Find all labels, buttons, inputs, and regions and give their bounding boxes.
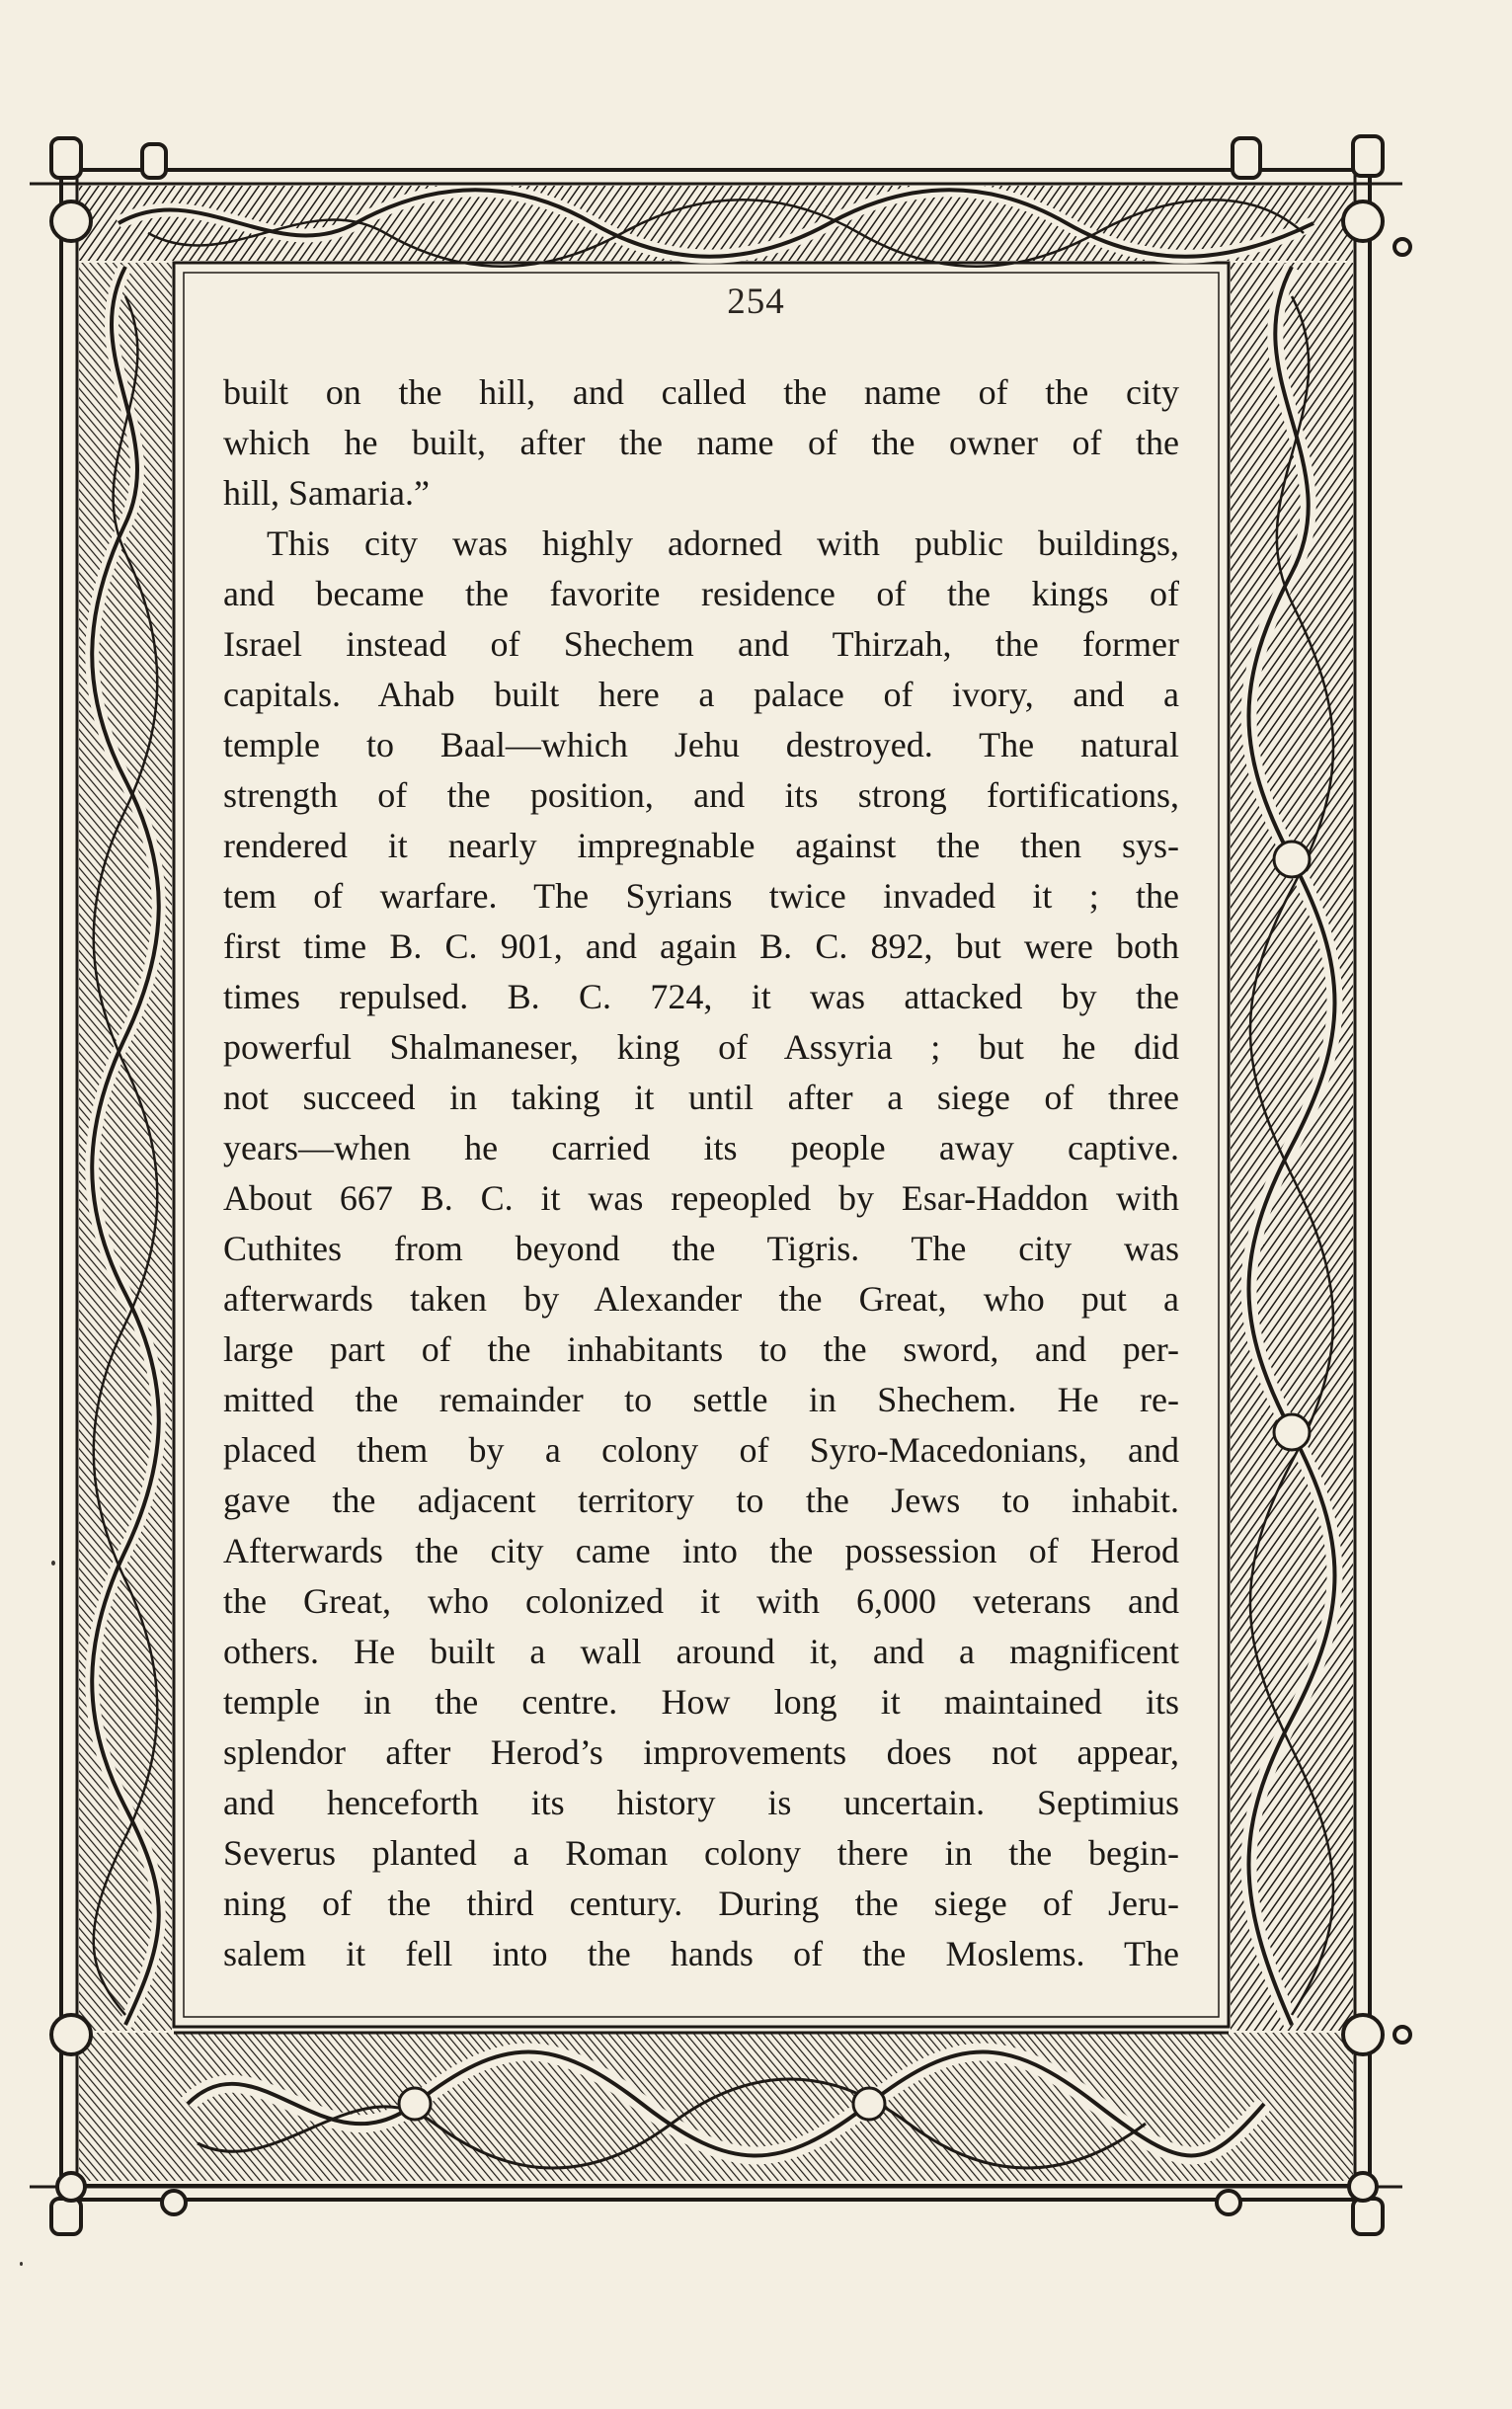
text-line: years—when he carried its people away captive. — [223, 1128, 1179, 1167]
text-line: rendered it nearly impregnable against the then sys- — [223, 826, 1179, 865]
text-line: salem it fell into the hands of the Moslems. The — [223, 1934, 1179, 1973]
text-line: splendor after Herod’s improvements does not appear, — [223, 1732, 1179, 1772]
text-line: and henceforth its history is uncertain. Septimius — [223, 1783, 1179, 1822]
text-line: temple in the centre. How long it maintained its — [223, 1682, 1179, 1722]
ink-speck — [20, 2262, 23, 2266]
text-line: Afterwards the city came into the possession of Herod — [223, 1531, 1179, 1570]
text-line: Israel instead of Shechem and Thirzah, the former — [223, 624, 1179, 664]
text-line: hill, Samaria.” — [223, 473, 430, 513]
text-line: strength of the position, and its strong fortifications, — [223, 775, 1179, 815]
text-line: which he built, after the name of the owner of the — [223, 423, 1179, 462]
text-line: capitals. Ahab built here a palace of ivory, and a — [223, 675, 1179, 714]
text-line: times repulsed. B. C. 724, it was attacked by the — [223, 977, 1179, 1016]
text-line: About 667 B. C. it was repeopled by Esar-Haddon with — [223, 1178, 1179, 1218]
bottom-ornament-band — [79, 2033, 1353, 2181]
left-ornament-column — [79, 263, 172, 2031]
text-line: powerful Shalmaneser, king of Assyria ; but he did — [223, 1027, 1179, 1067]
text-line: ning of the third century. During the siege of Jeru- — [223, 1884, 1179, 1923]
text-line: tem of warfare. The Syrians twice invaded it ; the — [223, 876, 1179, 916]
ink-speck — [51, 1561, 55, 1566]
text-line: not succeed in taking it until after a siege of three — [223, 1078, 1179, 1117]
text-line: and became the favorite residence of the kings of — [223, 574, 1179, 613]
top-ornament-band — [79, 186, 1353, 267]
text-line: placed them by a colony of Syro-Macedonians, and — [223, 1430, 1179, 1470]
text-line: This city was highly adorned with public buildings, — [267, 523, 1179, 563]
page-number: 254 — [727, 281, 785, 322]
text-line: first time B. C. 901, and again B. C. 892, but were both — [223, 926, 1179, 966]
text-line: others. He built a wall around it, and a magnificent — [223, 1632, 1179, 1671]
text-line: temple to Baal—which Jehu destroyed. The natural — [223, 725, 1179, 764]
text-line: the Great, who colonized it with 6,000 veterans and — [223, 1581, 1179, 1621]
text-line: mitted the remainder to settle in Shechem. He re- — [223, 1380, 1179, 1419]
right-ornament-column — [1231, 263, 1353, 2031]
body-text — [223, 367, 1179, 1979]
text-line: Severus planted a Roman colony there in the begin- — [223, 1833, 1179, 1873]
text-line: Cuthites from beyond the Tigris. The city was — [223, 1229, 1179, 1268]
text-line: large part of the inhabitants to the sword, and per- — [223, 1329, 1179, 1369]
text-line: afterwards taken by Alexander the Great, who put a — [223, 1279, 1179, 1319]
text-line: built on the hill, and called the name of the city — [223, 372, 1179, 412]
text-line: gave the adjacent territory to the Jews to inhabit. — [223, 1481, 1179, 1520]
